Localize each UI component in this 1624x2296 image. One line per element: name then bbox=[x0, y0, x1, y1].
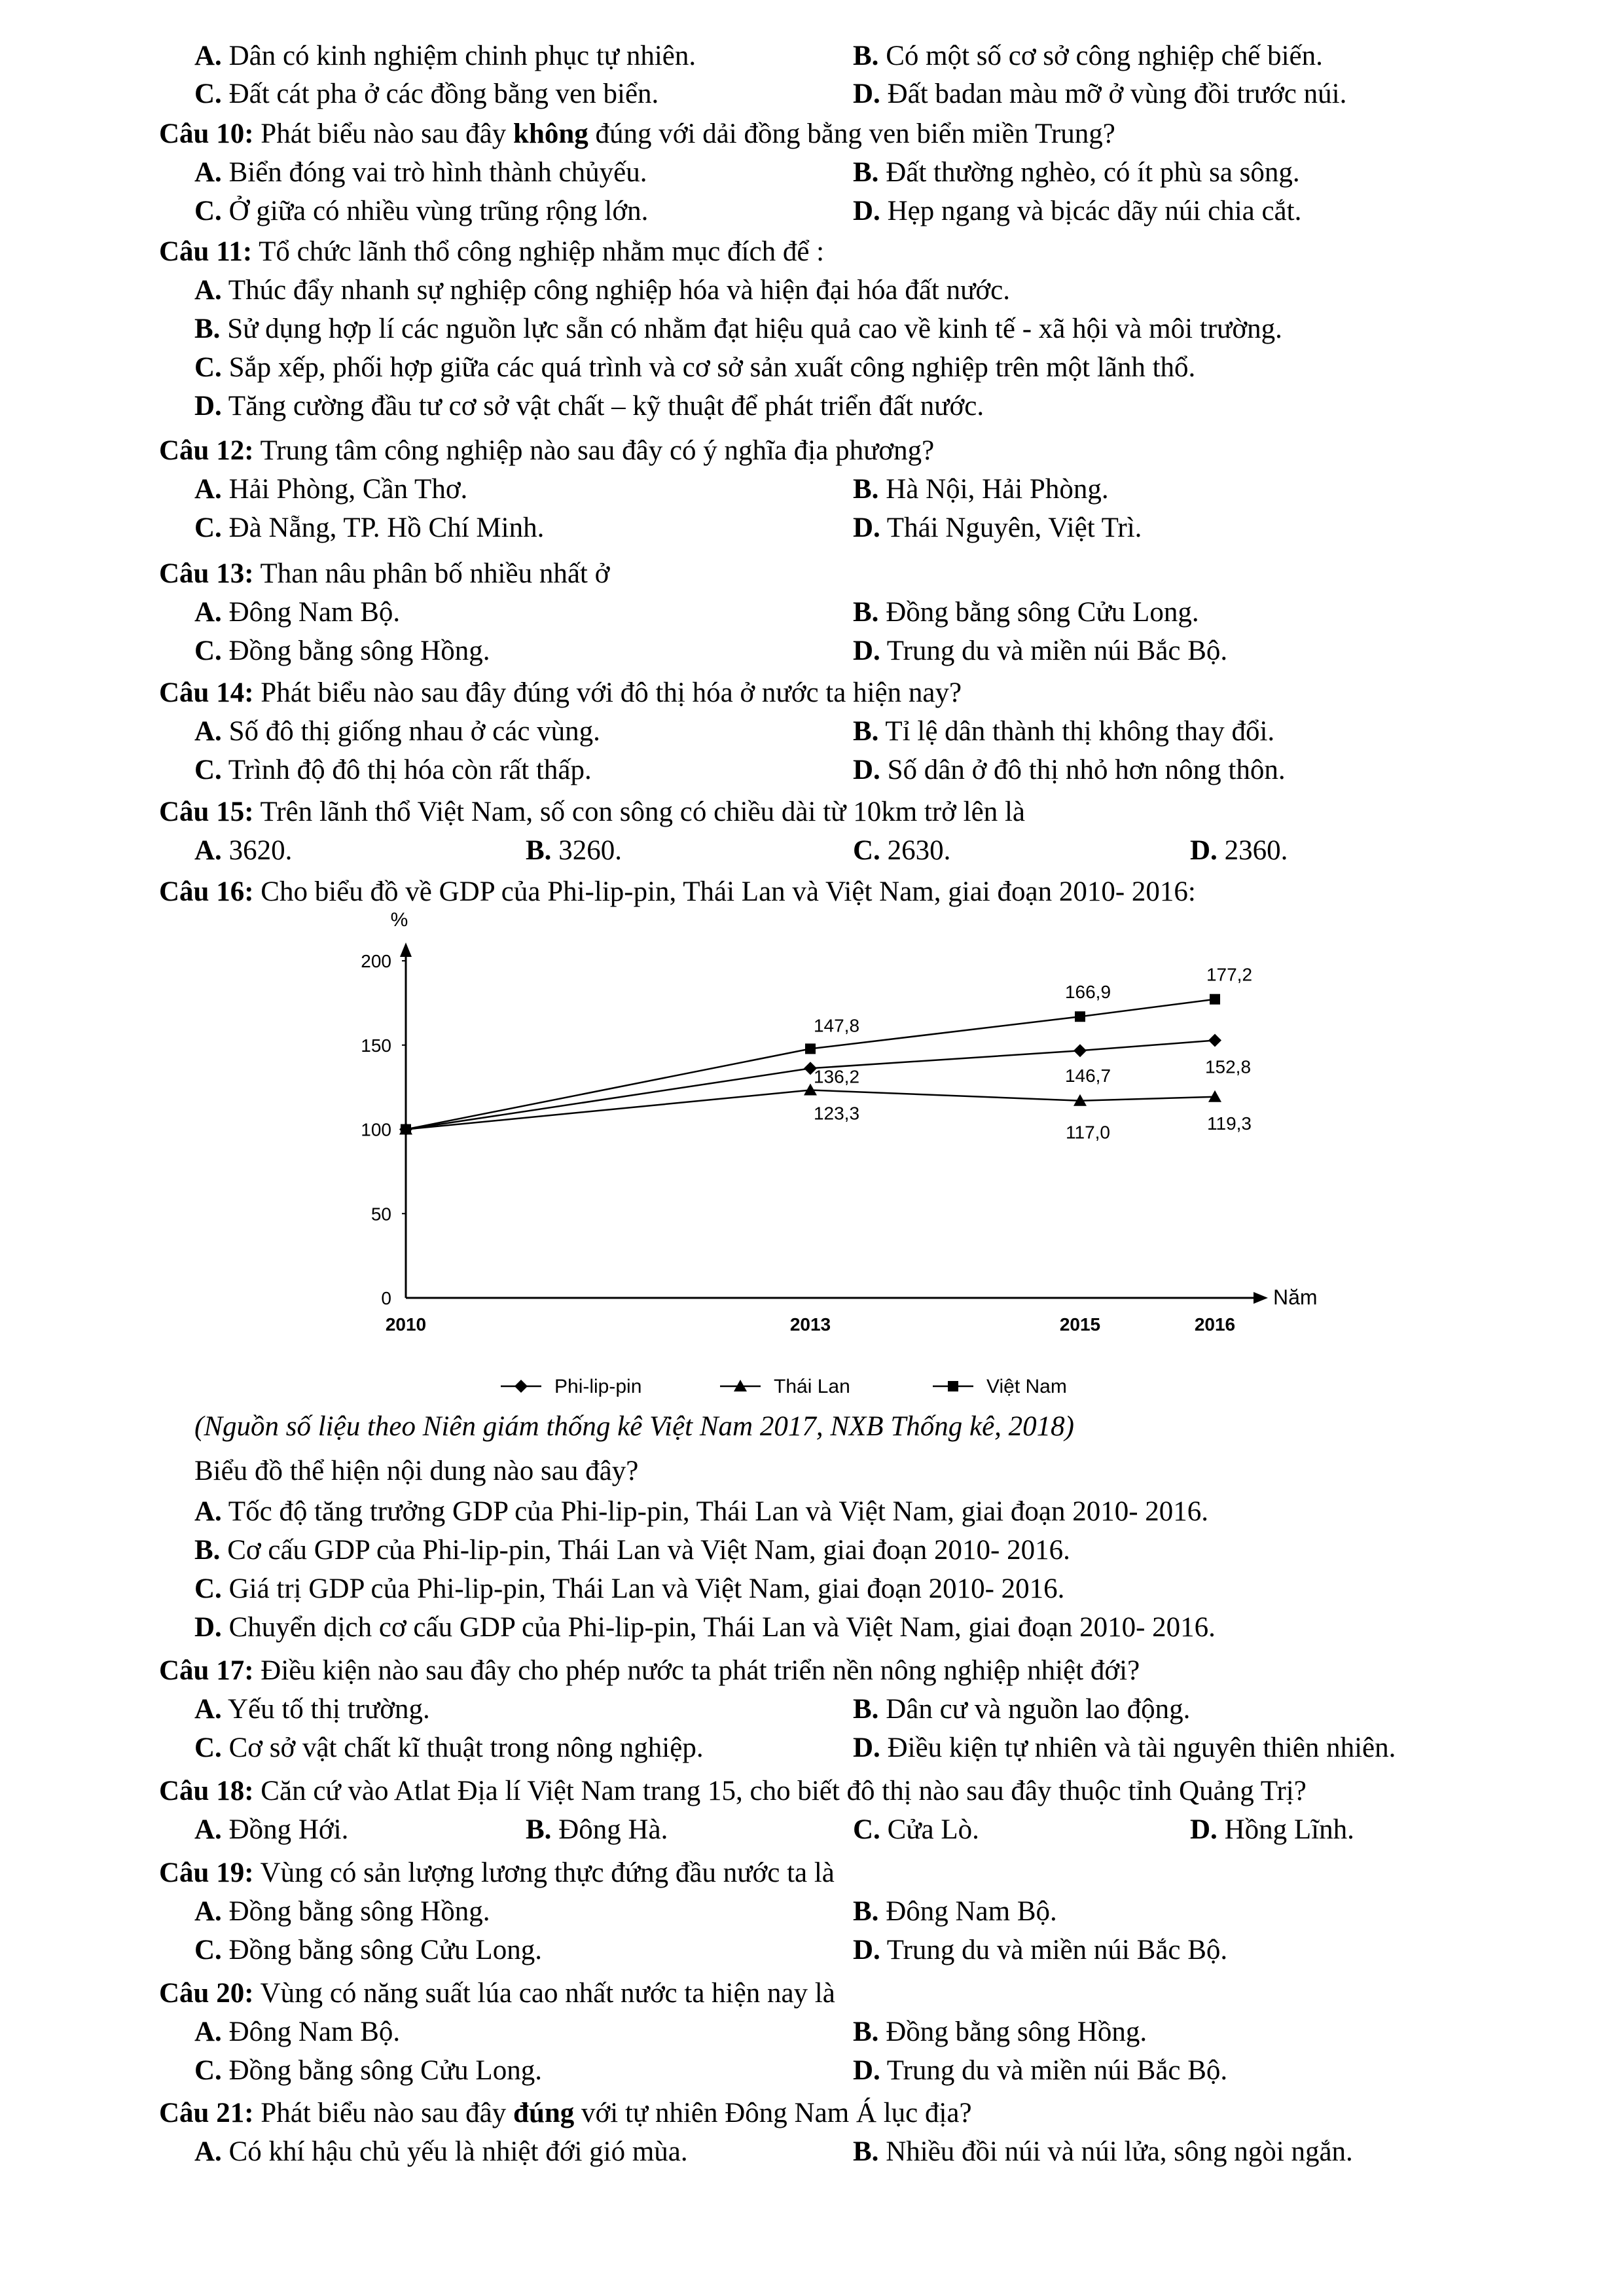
data-point bbox=[401, 1124, 411, 1135]
q13-option-d: D. Trung du và miền núi Bắc Bộ. bbox=[853, 636, 1228, 666]
q11-option-d: D. Tăng cường đầu tư cơ sở vật chất – kỹ thuật để phát triển đất nước. bbox=[194, 391, 984, 422]
q9-option-c: C. Đất cát pha ở các đồng bằng ven biển. bbox=[194, 79, 659, 109]
q20-option-d: D. Trung du và miền núi Bắc Bộ. bbox=[853, 2055, 1228, 2086]
data-point bbox=[1074, 1044, 1087, 1057]
data-label: 177,2 bbox=[1206, 964, 1253, 985]
q11-stem: Câu 11: Tổ chức lãnh thổ công nghiệp nhằm mục đích để : bbox=[159, 236, 825, 267]
legend-label: Phi-lip-pin bbox=[554, 1376, 642, 1397]
x-axis-label: Năm bbox=[1273, 1285, 1318, 1309]
q11-option-a: A. Thúc đẩy nhanh sự nghiệp công nghiệp hóa và hiện đại hóa đất nước. bbox=[194, 275, 1010, 306]
q16-source-note: (Nguồn số liệu theo Niên giám thống kê Việt Nam 2017, NXB Thống kê, 2018) bbox=[194, 1411, 1074, 1442]
q10-option-b: B. Đất thường nghèo, có ít phù sa sông. bbox=[853, 157, 1300, 188]
q16-option-a: A. Tốc độ tăng trưởng GDP của Phi-lip-pin, Thái Lan và Việt Nam, giai đoạn 2010- 2016. bbox=[194, 1496, 1209, 1527]
q10-option-d: D. Hẹp ngang và bịcác dãy núi chia cắt. bbox=[853, 196, 1302, 226]
q11-option-b: B. Sử dụng hợp lí các nguồn lực sẵn có nhằm đạt hiệu quả cao về kinh tế - xã hội và môi trường. bbox=[194, 314, 1282, 344]
data-point bbox=[1210, 994, 1220, 1005]
q11-option-c: C. Sắp xếp, phối hợp giữa các quá trình và cơ sở sản xuất công nghiệp trên một lãnh thổ. bbox=[194, 352, 1196, 383]
q16-question: Biểu đồ thể hiện nội dung nào sau đây? bbox=[194, 1456, 639, 1486]
q15-stem: Câu 15: Trên lãnh thổ Việt Nam, số con sông có chiều dài từ 10km trở lên là bbox=[159, 797, 1025, 827]
q17-option-b: B. Dân cư và nguồn lao động. bbox=[853, 1694, 1191, 1725]
q17-stem: Câu 17: Điều kiện nào sau đây cho phép nước ta phát triển nền nông nghiệp nhiệt đới? bbox=[159, 1655, 1140, 1686]
q18-option-a: A. Đồng Hới. bbox=[194, 1814, 349, 1845]
q18-stem: Câu 18: Căn cứ vào Atlat Địa lí Việt Nam trang 15, cho biết đô thị nào sau đây thuộc tỉnh Quảng Trị? bbox=[159, 1776, 1307, 1806]
legend-marker-icon bbox=[948, 1381, 958, 1391]
data-label: 119,3 bbox=[1207, 1113, 1252, 1134]
x-tick-label: 2016 bbox=[1194, 1314, 1236, 1335]
q15-option-b: B. 3260. bbox=[526, 835, 622, 866]
q13-option-a: A. Đông Nam Bộ. bbox=[194, 597, 401, 628]
y-tick-label: 150 bbox=[361, 1035, 391, 1056]
q12-option-c: C. Đà Nẵng, TP. Hồ Chí Minh. bbox=[194, 512, 545, 543]
q17-option-a: A. Yếu tố thị trường. bbox=[194, 1694, 430, 1725]
x-tick-label: 2015 bbox=[1059, 1314, 1101, 1335]
data-label: 147,8 bbox=[813, 1015, 860, 1036]
q21-option-a: A. Có khí hậu chủ yếu là nhiệt đới gió mùa. bbox=[194, 2136, 688, 2167]
q15-option-d: D. 2360. bbox=[1190, 835, 1288, 866]
y-tick-label: 0 bbox=[381, 1288, 391, 1308]
q14-option-c: C. Trình độ đô thị hóa còn rất thấp. bbox=[194, 755, 592, 785]
q21-option-b: B. Nhiều đồi núi và núi lửa, sông ngòi ngắn. bbox=[853, 2136, 1353, 2167]
q9-option-a: A. Dân có kinh nghiệm chinh phục tự nhiên. bbox=[194, 41, 696, 71]
q17-option-c: C. Cơ sở vật chất kĩ thuật trong nông nghiệp. bbox=[194, 1732, 704, 1763]
data-point bbox=[1208, 1034, 1221, 1047]
q16-stem: Câu 16: Cho biểu đồ về GDP của Phi-lip-pin, Thái Lan và Việt Nam, giai đoạn 2010- 2016: bbox=[159, 876, 1196, 907]
q13-stem: Câu 13: Than nâu phân bố nhiều nhất ở bbox=[159, 558, 610, 589]
q9-option-b: B. Có một số cơ sở công nghiệp chế biến. bbox=[853, 41, 1323, 71]
legend-label: Thái Lan bbox=[774, 1376, 850, 1397]
q16-option-c: C. Giá trị GDP của Phi-lip-pin, Thái Lan và Việt Nam, giai đoạn 2010- 2016. bbox=[194, 1573, 1065, 1604]
q19-option-c: C. Đồng bằng sông Cửu Long. bbox=[194, 1935, 542, 1965]
q18-option-c: C. Cửa Lò. bbox=[853, 1814, 979, 1845]
x-axis-arrow-icon bbox=[1254, 1292, 1268, 1304]
q16-option-d: D. Chuyển dịch cơ cấu GDP của Phi-lip-pin, Thái Lan và Việt Nam, giai đoạn 2010- 2016. bbox=[194, 1612, 1216, 1643]
data-label: 166,9 bbox=[1064, 982, 1111, 1003]
q10-option-c: C. Ở giữa có nhiều vùng trũng rộng lớn. bbox=[194, 196, 649, 226]
q17-option-d: D. Điều kiện tự nhiên và tài nguyên thiên nhiên. bbox=[853, 1732, 1396, 1763]
x-tick-label: 2013 bbox=[789, 1314, 831, 1335]
q14-stem: Câu 14: Phát biểu nào sau đây đúng với đô thị hóa ở nước ta hiện nay? bbox=[159, 677, 962, 708]
q18-option-d: D. Hồng Lĩnh. bbox=[1190, 1814, 1354, 1845]
q19-option-b: B. Đông Nam Bộ. bbox=[853, 1896, 1057, 1927]
q12-stem: Câu 12: Trung tâm công nghiệp nào sau đây có ý nghĩa địa phương? bbox=[159, 435, 935, 466]
data-label: 123,3 bbox=[813, 1103, 860, 1124]
q19-stem: Câu 19: Vùng có sản lượng lương thực đứng đầu nước ta là bbox=[159, 1857, 835, 1888]
q18-option-b: B. Đông Hà. bbox=[526, 1814, 668, 1845]
q16-option-b: B. Cơ cấu GDP của Phi-lip-pin, Thái Lan và Việt Nam, giai đoạn 2010- 2016. bbox=[194, 1535, 1070, 1566]
data-label: 117,0 bbox=[1066, 1122, 1110, 1143]
y-tick-label: 100 bbox=[361, 1119, 391, 1140]
q19-option-a: A. Đồng bằng sông Hồng. bbox=[194, 1896, 490, 1927]
q21-stem: Câu 21: Phát biểu nào sau đây đúng với tự nhiên Đông Nam Á lục địa? bbox=[159, 2098, 972, 2128]
q12-option-d: D. Thái Nguyên, Việt Trì. bbox=[853, 512, 1142, 543]
q20-option-a: A. Đông Nam Bộ. bbox=[194, 2017, 401, 2047]
q14-option-a: A. Số đô thị giống nhau ở các vùng. bbox=[194, 716, 600, 747]
y-axis-label: % bbox=[390, 909, 408, 931]
data-point bbox=[1075, 1011, 1085, 1022]
q20-stem: Câu 20: Vùng có năng suất lúa cao nhất nước ta hiện nay là bbox=[159, 1978, 835, 2009]
q19-option-d: D. Trung du và miền núi Bắc Bộ. bbox=[853, 1935, 1228, 1965]
y-tick-label: 200 bbox=[361, 951, 391, 971]
x-tick-label: 2010 bbox=[385, 1314, 427, 1335]
q13-option-c: C. Đồng bằng sông Hồng. bbox=[194, 636, 490, 666]
q20-option-c: C. Đồng bằng sông Cửu Long. bbox=[194, 2055, 542, 2086]
gdp-growth-line-chart bbox=[327, 903, 1335, 1414]
legend-marker-icon bbox=[514, 1380, 528, 1393]
data-label: 152,8 bbox=[1204, 1056, 1252, 1077]
q12-option-b: B. Hà Nội, Hải Phòng. bbox=[853, 474, 1109, 505]
q15-option-a: A. 3620. bbox=[194, 835, 293, 866]
q10-option-a: A. Biển đóng vai trò hình thành chủyếu. bbox=[194, 157, 647, 188]
y-tick-label: 50 bbox=[370, 1204, 391, 1225]
y-axis-arrow-icon bbox=[400, 942, 412, 957]
q15-option-c: C. 2630. bbox=[853, 835, 951, 866]
q20-option-b: B. Đồng bằng sông Hồng. bbox=[853, 2017, 1147, 2047]
q14-option-b: B. Tỉ lệ dân thành thị không thay đổi. bbox=[853, 716, 1275, 747]
q14-option-d: D. Số dân ở đô thị nhỏ hơn nông thôn. bbox=[853, 755, 1286, 785]
data-label: 146,7 bbox=[1064, 1066, 1111, 1086]
legend-label: Việt Nam bbox=[986, 1376, 1067, 1397]
q9-option-d: D. Đất badan màu mỡ ở vùng đồi trước núi. bbox=[853, 79, 1347, 109]
data-label: 136,2 bbox=[813, 1066, 860, 1087]
q13-option-b: B. Đồng bằng sông Cửu Long. bbox=[853, 597, 1199, 628]
data-point bbox=[805, 1043, 816, 1054]
q12-option-a: A. Hải Phòng, Cần Thơ. bbox=[194, 474, 468, 505]
q10-stem: Câu 10: Phát biểu nào sau đây không đúng với dải đồng bằng ven biển miền Trung? bbox=[159, 118, 1115, 149]
